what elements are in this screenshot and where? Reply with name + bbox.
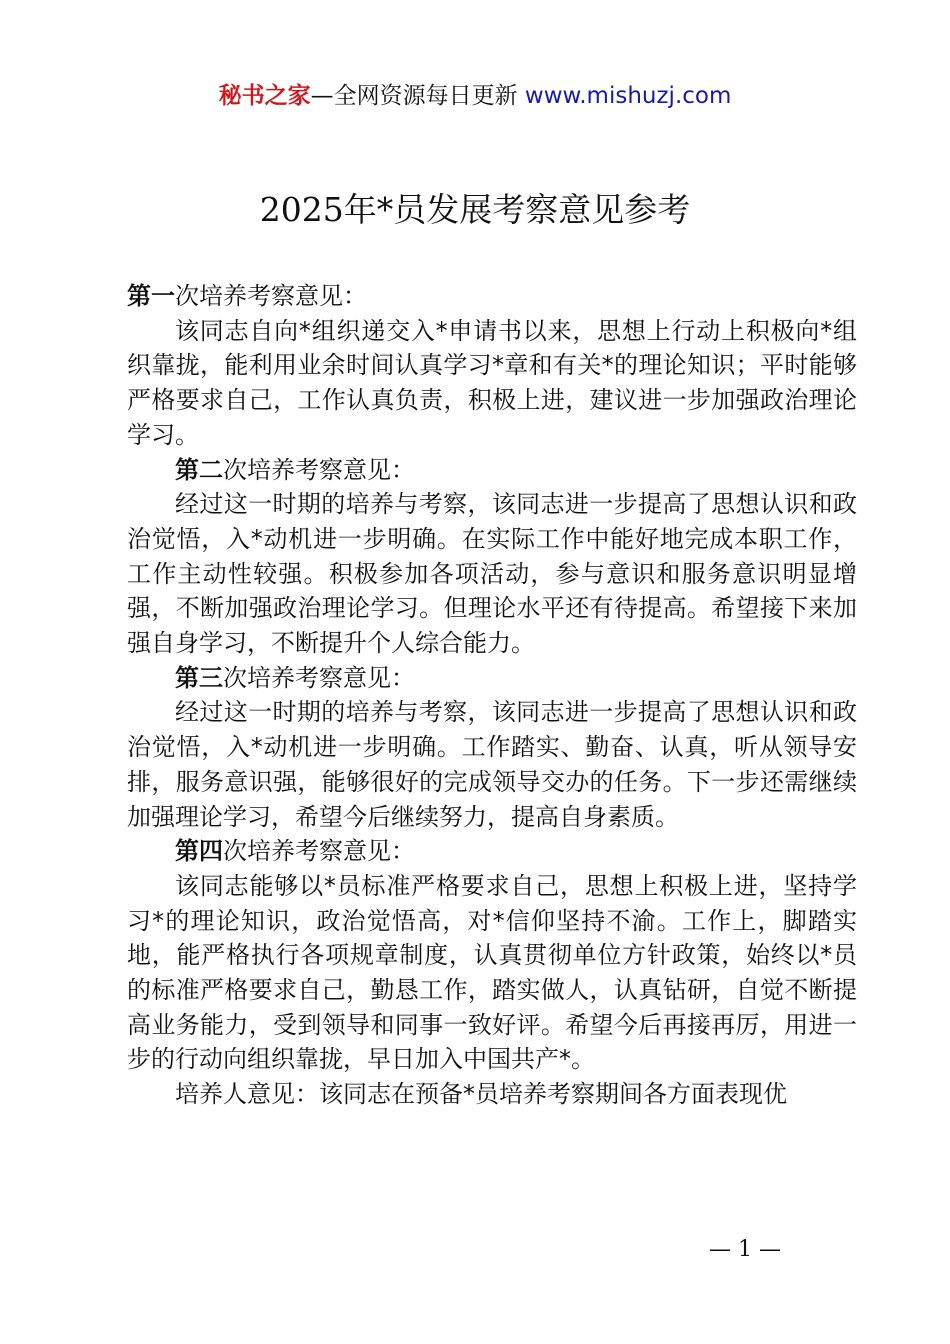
section-paragraph: 该同志自向*组织递交入*申请书以来，思想上行动上积极向*组织靠拢，能利用业余时间认真学习*章和有关*的理论知识；平时能够严格要求自己，工作认真负责，积极上进，建议进一步加强政治理论学习。 [127, 316, 857, 449]
section-heading [127, 661, 857, 696]
section-paragraph: 该同志能够以*员标准严格要求自己，思想上积极上进，坚持学习*的理论知识，政治觉悟高，对*信仰坚持不渝。工作上，脚踏实地，能严格执行各项规章制度，认真贯彻单位方针政策，始终以*员的标准严格要求自己，勤恳工作，踏实做人，认真钻研，自觉不断提高业务能力，受到领导和同事一致好评。希望今后再接再厉，用进一步的行动向组织靠拢，早日加入中国共产*。 [127, 871, 857, 1074]
section-heading [127, 279, 857, 314]
closing-paragraph: 培养人意见：该同志在预备*员培养考察期间各方面表现优 [175, 1080, 787, 1109]
section-paragraph: 经过这一时期的培养与考察，该同志进一步提高了思想认识和政治觉悟，入*动机进一步明确。在实际工作中能好地完成本职工作，工作主动性较强。积极参加各项活动，参与意识和服务意识明显增强，不断加强政治理论学习。但理论水平还有待提高。希望接下来加强自身学习，不断提升个人综合能力。 [127, 490, 857, 658]
section-heading-ordinal: 第三 [175, 663, 223, 692]
section-heading-text: 次培养考察意见： [223, 663, 415, 692]
section-heading [127, 834, 857, 869]
document-title: 2025年*员发展考察意见参考 [259, 190, 691, 229]
site-header [0, 80, 950, 112]
section-heading-text: 次培养考察意见： [175, 282, 367, 310]
site-brand: 秘书之家 [218, 83, 311, 109]
section-heading-text: 次培养考察意见： [223, 455, 415, 484]
document-body [127, 279, 857, 1112]
site-tagline: —全网资源每日更新 [310, 83, 525, 109]
section-paragraph: 经过这一时期的培养与考察，该同志进一步提高了思想认识和政治觉悟，入*动机进一步明确。工作踏实、勤奋、认真，听从领导安排，服务意识强，能够很好的完成领导交办的任务。下一步还需继续加强理论学习，希望今后继续努力，提高自身素质。 [127, 698, 857, 831]
site-url[interactable]: www.mishuzj.com [524, 83, 732, 109]
section-heading-ordinal: 第二 [175, 455, 223, 484]
section-heading [127, 453, 857, 488]
section-heading-text: 次培养考察意见： [223, 837, 415, 866]
section-heading-ordinal: 第四 [175, 837, 223, 866]
page-number: — 1 — [709, 1237, 781, 1262]
section-heading-ordinal: 第一 [127, 282, 175, 310]
